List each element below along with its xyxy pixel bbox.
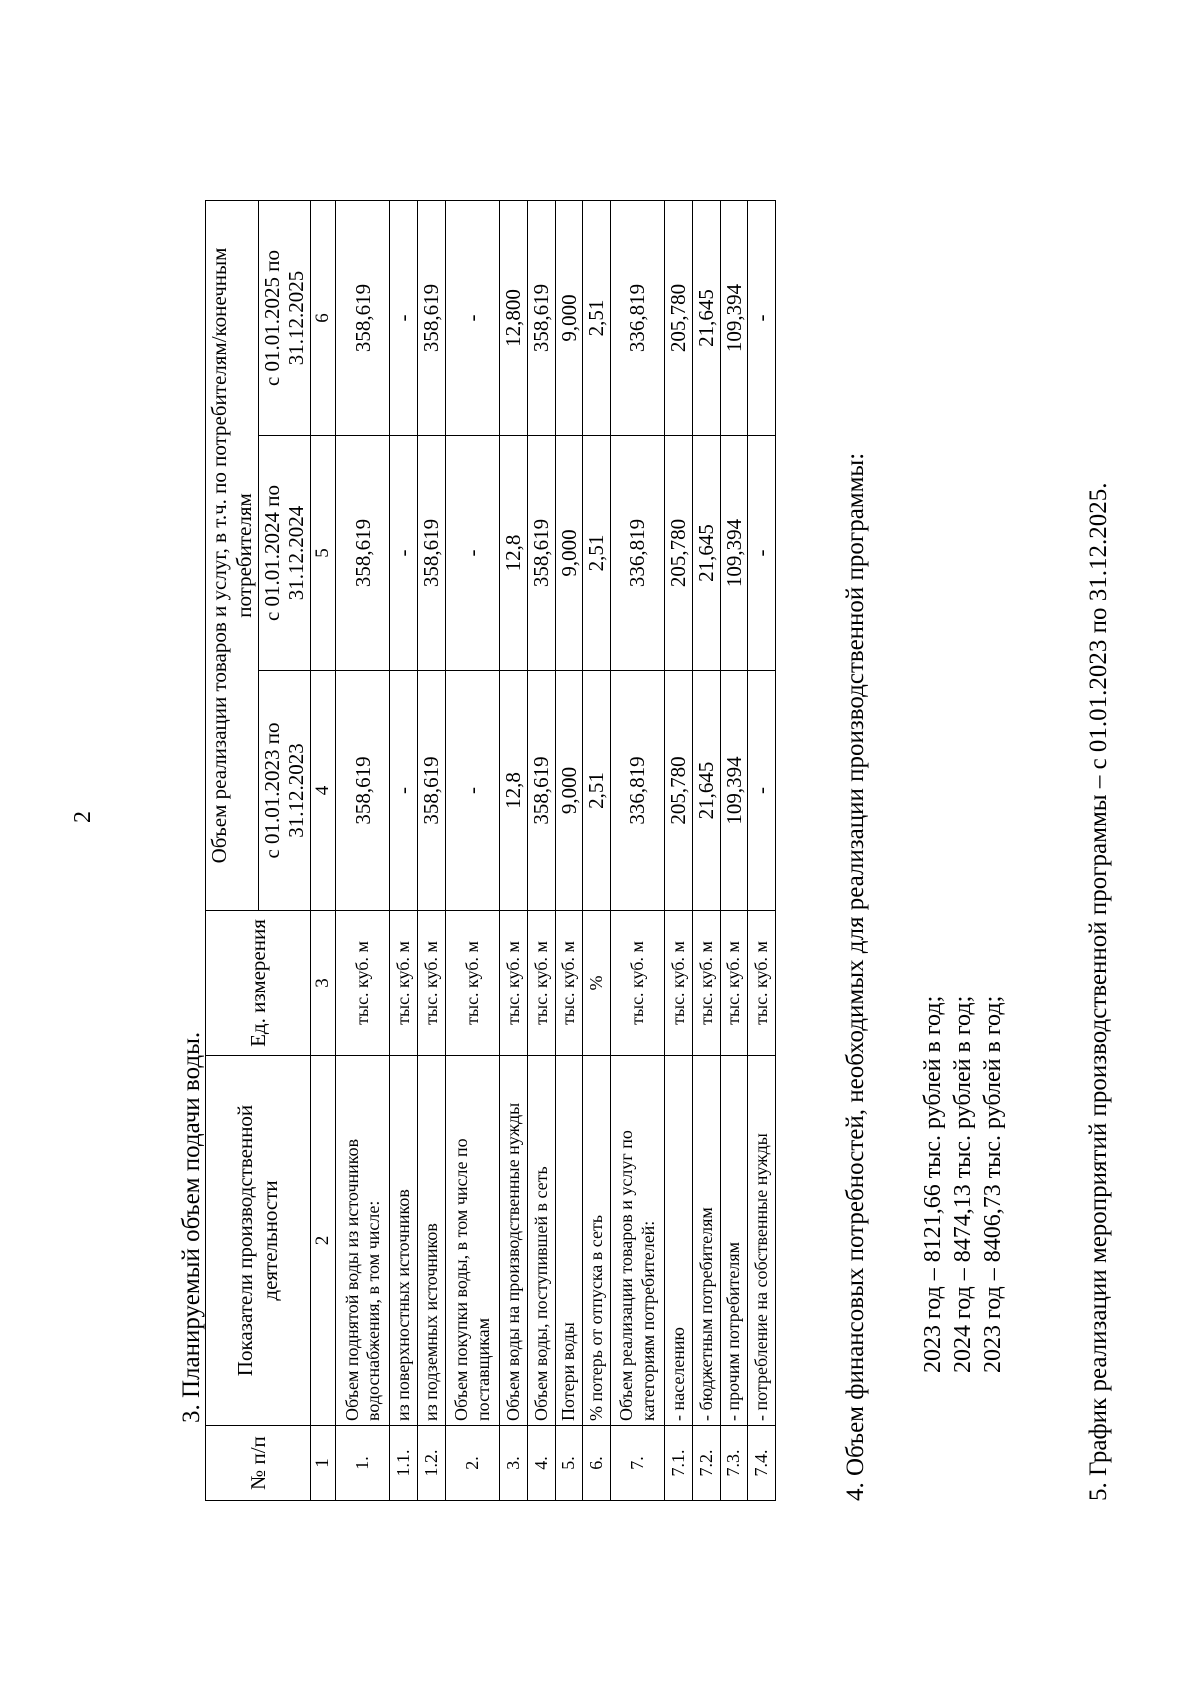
row-num: 4. bbox=[527, 1426, 555, 1501]
page-number: 2 bbox=[70, 811, 96, 823]
row-value-2025: 358,619 bbox=[527, 201, 555, 436]
table-header-row bbox=[206, 201, 259, 1501]
finance-line: 2023 год – 8121,66 тыс. рублей в год; bbox=[920, 995, 946, 1373]
header-volume-group: Объем реализации товаров и услуг, в т.ч. по потребителям/конечным потребителям bbox=[206, 201, 259, 911]
column-number: 4 bbox=[311, 671, 336, 911]
row-num: 1.1. bbox=[390, 1426, 418, 1501]
column-number: 1 bbox=[311, 1426, 336, 1501]
finance-line: 2023 год – 8406,73 тыс. рублей в год; bbox=[980, 995, 1006, 1373]
header-num: № п/п bbox=[206, 1426, 311, 1501]
row-value-2023: 109,394 bbox=[720, 671, 748, 911]
row-value-2025: 109,394 bbox=[720, 201, 748, 436]
row-unit: тыс. куб. м bbox=[418, 911, 446, 1056]
row-value-2023: 358,619 bbox=[336, 671, 390, 911]
section-5-title: 5. График реализации мероприятий производственной программы – с 01.01.2023 по 31.12.2025. bbox=[1085, 482, 1112, 1501]
row-indicator: из поверхностных источников bbox=[390, 1056, 418, 1426]
row-indicator: Объем воды на производственные нужды bbox=[500, 1056, 528, 1426]
table-row bbox=[720, 201, 748, 1501]
row-num: 3. bbox=[500, 1426, 528, 1501]
row-value-2023: 358,619 bbox=[418, 671, 446, 911]
row-value-2023: 205,780 bbox=[665, 671, 693, 911]
table-row bbox=[555, 201, 583, 1501]
table-row bbox=[583, 201, 611, 1501]
row-unit: тыс. куб. м bbox=[611, 911, 665, 1056]
column-number: 3 bbox=[311, 911, 336, 1056]
row-value-2025: 12,800 bbox=[500, 201, 528, 436]
row-value-2025: 2,51 bbox=[583, 201, 611, 436]
header-period-2025: с 01.01.2025 по 31.12.2025 bbox=[258, 201, 311, 436]
row-value-2024: 21,645 bbox=[692, 436, 720, 671]
table-row bbox=[611, 201, 665, 1501]
row-value-2025: 9,000 bbox=[555, 201, 583, 436]
row-indicator: Объем поднятой воды из источников водоснабжения, в том числе: bbox=[336, 1056, 390, 1426]
row-num: 7.3. bbox=[720, 1426, 748, 1501]
row-value-2024: 358,619 bbox=[527, 436, 555, 671]
row-unit: тыс. куб. м bbox=[336, 911, 390, 1056]
row-value-2025: 336,819 bbox=[611, 201, 665, 436]
table-row bbox=[748, 201, 776, 1501]
row-num: 7. bbox=[611, 1426, 665, 1501]
row-value-2024: 336,819 bbox=[611, 436, 665, 671]
row-value-2024: 2,51 bbox=[583, 436, 611, 671]
row-indicator: - бюджетным потребителям bbox=[692, 1056, 720, 1426]
table-row bbox=[418, 201, 446, 1501]
row-value-2025: - bbox=[446, 201, 500, 436]
header-period-2024: с 01.01.2024 по 31.12.2024 bbox=[258, 436, 311, 671]
row-unit: тыс. куб. м bbox=[500, 911, 528, 1056]
row-value-2024: 9,000 bbox=[555, 436, 583, 671]
row-value-2024: 12,8 bbox=[500, 436, 528, 671]
row-value-2025: 358,619 bbox=[336, 201, 390, 436]
row-value-2023: - bbox=[390, 671, 418, 911]
row-indicator: % потерь от отпуска в сеть bbox=[583, 1056, 611, 1426]
section-4-title: 4. Объем финансовых потребностей, необходимых для реализации производственной программы: bbox=[842, 452, 869, 1501]
row-value-2023: 358,619 bbox=[527, 671, 555, 911]
column-number-row bbox=[311, 201, 336, 1501]
column-number: 6 bbox=[311, 201, 336, 436]
row-indicator: Объем воды, поступившей в сеть bbox=[527, 1056, 555, 1426]
row-value-2023: - bbox=[748, 671, 776, 911]
header-unit: Ед. измерения bbox=[206, 911, 311, 1056]
row-indicator: - населению bbox=[665, 1056, 693, 1426]
row-indicator: Объем покупки воды, в том числе по поставщикам bbox=[446, 1056, 500, 1426]
table-row bbox=[446, 201, 500, 1501]
row-num: 7.2. bbox=[692, 1426, 720, 1501]
row-value-2024: 109,394 bbox=[720, 436, 748, 671]
row-unit: тыс. куб. м bbox=[665, 911, 693, 1056]
row-unit: тыс. куб. м bbox=[527, 911, 555, 1056]
row-value-2023: 336,819 bbox=[611, 671, 665, 911]
row-value-2025: - bbox=[748, 201, 776, 436]
row-value-2025: - bbox=[390, 201, 418, 436]
row-unit: тыс. куб. м bbox=[446, 911, 500, 1056]
table-row bbox=[336, 201, 390, 1501]
column-number: 2 bbox=[311, 1056, 336, 1426]
section-3-title: 3. Планируемый объем подачи воды. bbox=[178, 1031, 205, 1423]
row-value-2024: 205,780 bbox=[665, 436, 693, 671]
row-value-2025: 358,619 bbox=[418, 201, 446, 436]
row-value-2023: 9,000 bbox=[555, 671, 583, 911]
table-row bbox=[665, 201, 693, 1501]
row-unit: тыс. куб. м bbox=[720, 911, 748, 1056]
planned-water-supply-table bbox=[205, 200, 776, 1501]
row-value-2023: - bbox=[446, 671, 500, 911]
row-value-2023: 21,645 bbox=[692, 671, 720, 911]
finance-list bbox=[918, 996, 1008, 1373]
row-num: 2. bbox=[446, 1426, 500, 1501]
row-value-2023: 2,51 bbox=[583, 671, 611, 911]
finance-line: 2024 год – 8474,13 тыс. рублей в год; bbox=[950, 995, 976, 1373]
row-value-2024: 358,619 bbox=[336, 436, 390, 671]
row-value-2024: - bbox=[446, 436, 500, 671]
row-unit: % bbox=[583, 911, 611, 1056]
row-value-2025: 21,645 bbox=[692, 201, 720, 436]
row-indicator: Потери воды bbox=[555, 1056, 583, 1426]
table-row bbox=[500, 201, 528, 1501]
row-unit: тыс. куб. м bbox=[555, 911, 583, 1056]
row-value-2024: - bbox=[748, 436, 776, 671]
row-num: 7.4. bbox=[748, 1426, 776, 1501]
row-unit: тыс. куб. м bbox=[748, 911, 776, 1056]
row-indicator: - потребление на собственные нужды bbox=[748, 1056, 776, 1426]
table-row bbox=[390, 201, 418, 1501]
row-value-2023: 12,8 bbox=[500, 671, 528, 911]
header-indicator: Показатели производственной деятельности bbox=[206, 1056, 311, 1426]
row-num: 5. bbox=[555, 1426, 583, 1501]
header-period-2023: с 01.01.2023 по 31.12.2023 bbox=[258, 671, 311, 911]
row-indicator: из подземных источников bbox=[418, 1056, 446, 1426]
row-num: 1. bbox=[336, 1426, 390, 1501]
row-indicator: Объем реализации товаров и услуг по категориям потребителей: bbox=[611, 1056, 665, 1426]
row-unit: тыс. куб. м bbox=[692, 911, 720, 1056]
row-indicator: - прочим потребителям bbox=[720, 1056, 748, 1426]
row-value-2025: 205,780 bbox=[665, 201, 693, 436]
row-num: 1.2. bbox=[418, 1426, 446, 1501]
row-value-2024: - bbox=[390, 436, 418, 671]
table-row bbox=[692, 201, 720, 1501]
table-row bbox=[527, 201, 555, 1501]
row-value-2024: 358,619 bbox=[418, 436, 446, 671]
row-num: 7.1. bbox=[665, 1426, 693, 1501]
row-num: 6. bbox=[583, 1426, 611, 1501]
column-number: 5 bbox=[311, 436, 336, 671]
row-unit: тыс. куб. м bbox=[390, 911, 418, 1056]
